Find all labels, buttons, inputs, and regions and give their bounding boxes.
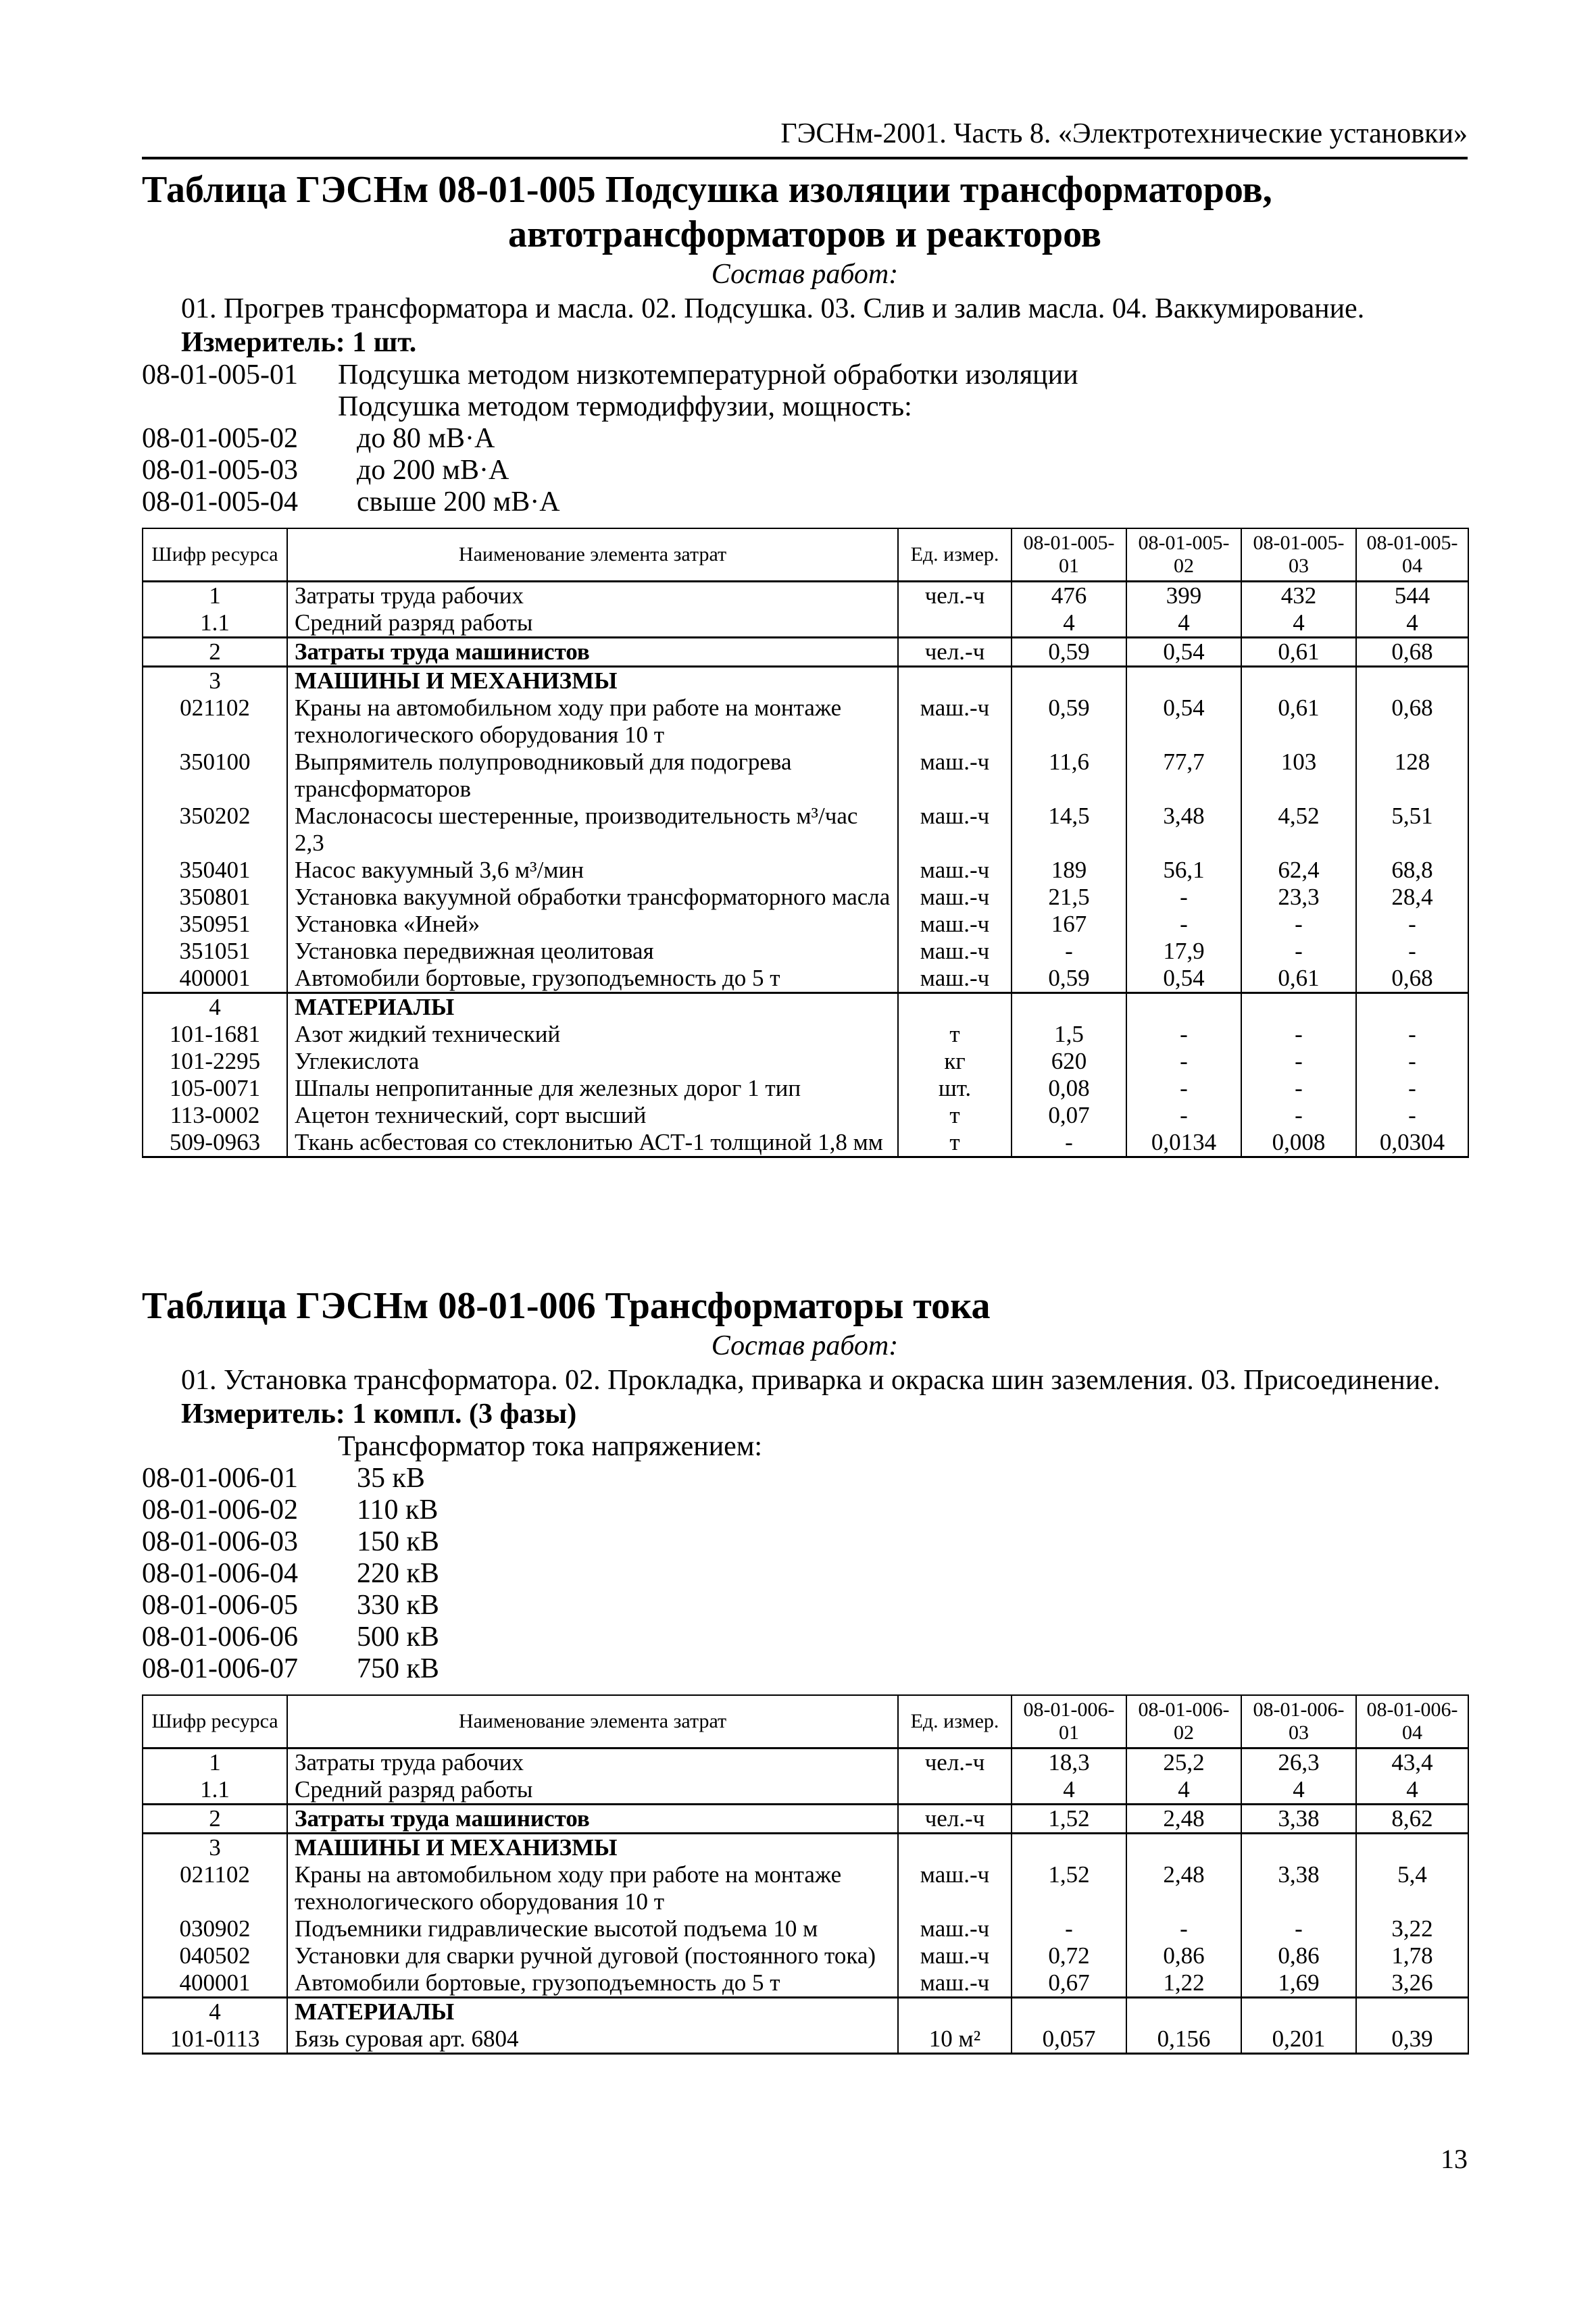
table-row [143,1021,1468,1048]
cell-value-3 [1241,993,1356,1022]
cell-name: МАТЕРИАЛЫ [287,1998,898,2026]
cell-name: Шпалы непропитанные для железных дорог 1 тип [287,1075,898,1102]
cell-name: Насос вакуумный 3,6 м³/мин [287,857,898,884]
norm-name: 35 кВ [357,1463,425,1494]
cell-value-1: 18,3 [1012,1749,1126,1777]
norm-item [142,1590,1468,1621]
table-row [143,1129,1468,1157]
col-header-unit: Ед. измер. [898,528,1012,582]
cell-value-1: 4 [1012,1776,1126,1805]
cell-value-2: 399 [1126,582,1241,610]
cell-value-2: 4 [1126,609,1241,638]
cell-code: 101-0113 [143,2026,287,2054]
cell-name: Средний разряд работы [287,1776,898,1805]
col-header-norm-2: 08-01-005-02 [1126,528,1241,582]
cell-unit: маш.-ч [898,695,1012,749]
norm-code: 08-01-006-03 [142,1526,298,1557]
cell-unit [898,993,1012,1022]
cell-value-2 [1126,1998,1241,2026]
cell-unit: кг [898,1048,1012,1075]
cell-value-1: 189 [1012,857,1126,884]
cell-value-4: - [1356,1048,1468,1075]
col-header-norm-1: 08-01-006-01 [1012,1695,1126,1749]
table-title: Таблица ГЭСНм 08-01-006 Трансформаторы тока [142,1285,991,1327]
cell-code: 400001 [143,1969,287,1998]
cell-value-3: - [1241,911,1356,938]
meter: Измеритель: 1 компл. (3 фазы) [181,1399,577,1430]
cell-code: 040502 [143,1942,287,1969]
cell-code: 350100 [143,749,287,803]
cell-value-2: 3,48 [1126,803,1241,857]
col-header-unit: Ед. измер. [898,1695,1012,1749]
cell-name: Подъемники гидравлические высотой подъема 10 м [287,1915,898,1942]
norm-item [142,423,1468,455]
cell-name: Автомобили бортовые, грузоподъемность до 5 т [287,1969,898,1998]
table-header-row [143,528,1468,582]
cell-unit: маш.-ч [898,911,1012,938]
cell-unit: маш.-ч [898,1861,1012,1915]
cell-code: 2 [143,638,287,667]
cell-value-1: 21,5 [1012,884,1126,911]
cell-code: 350401 [143,857,287,884]
cell-value-1: 1,5 [1012,1021,1126,1048]
cell-value-1: 0,72 [1012,1942,1126,1969]
norm-code: 08-01-006-01 [142,1463,298,1494]
cell-value-1 [1012,667,1126,695]
norm-name: Подсушка методом термодиффузии, мощность: [338,391,912,422]
cell-name: Установка вакуумной обработки трансформаторного масла [287,884,898,911]
cell-value-3: 0,86 [1241,1942,1356,1969]
norm-item [142,1494,1468,1526]
table-row [143,1915,1468,1942]
cell-value-2: 2,48 [1126,1805,1241,1834]
cell-value-4: 3,22 [1356,1915,1468,1942]
cell-code: 105-0071 [143,1075,287,1102]
cell-value-3 [1241,667,1356,695]
cell-value-1 [1012,1998,1126,2026]
cell-unit [898,1834,1012,1862]
cell-value-4 [1356,1998,1468,2026]
cell-value-1: 0,67 [1012,1969,1126,1998]
cell-value-4: - [1356,1102,1468,1129]
cell-name: Ткань асбестовая со стеклонитью АСТ-1 толщиной 1,8 мм [287,1129,898,1157]
cell-value-3: 0,201 [1241,2026,1356,2054]
cell-code: 3 [143,667,287,695]
table-row [143,609,1468,638]
cell-unit: т [898,1021,1012,1048]
resource-table [142,528,1469,1158]
table-row [143,1075,1468,1102]
cell-unit: маш.-ч [898,857,1012,884]
norm-item [142,1463,1468,1494]
cell-value-4 [1356,1834,1468,1862]
table-08-01-006-section [142,1284,1468,2055]
cell-code: 350801 [143,884,287,911]
cell-name: Затраты труда рабочих [287,582,898,610]
cell-value-1: 0,59 [1012,695,1126,749]
cell-code: 400001 [143,965,287,993]
cell-value-3: 4 [1241,1776,1356,1805]
cell-code: 1 [143,1749,287,1777]
cell-code: 021102 [143,1861,287,1915]
cell-value-1: 4 [1012,609,1126,638]
cell-code: 2 [143,1805,287,1834]
table-row [143,857,1468,884]
cell-value-1: - [1012,1915,1126,1942]
cell-value-4: 128 [1356,749,1468,803]
cell-value-3: - [1241,1048,1356,1075]
table-08-01-005-section [142,168,1468,1158]
cell-value-2: 17,9 [1126,938,1241,965]
norm-code: 08-01-005-02 [142,423,298,454]
table-row [143,638,1468,667]
cell-unit: маш.-ч [898,884,1012,911]
cell-value-3: 3,38 [1241,1861,1356,1915]
cell-name: Ацетон технический, сорт высший [287,1102,898,1129]
cell-unit: маш.-ч [898,938,1012,965]
norm-code: 08-01-006-05 [142,1590,298,1621]
cell-value-2: - [1126,1075,1241,1102]
col-header-norm-4: 08-01-006-04 [1356,1695,1468,1749]
cell-value-2: - [1126,1048,1241,1075]
cell-value-1: 0,057 [1012,2026,1126,2054]
cell-unit [898,609,1012,638]
cell-value-1: 1,52 [1012,1805,1126,1834]
cell-unit: маш.-ч [898,1915,1012,1942]
norm-item [142,1621,1468,1653]
cell-code: 351051 [143,938,287,965]
cell-value-4: 544 [1356,582,1468,610]
col-header-norm-3: 08-01-006-03 [1241,1695,1356,1749]
norms-list [142,1463,1468,1685]
cell-value-4: 43,4 [1356,1749,1468,1777]
cell-value-2: - [1126,1021,1241,1048]
col-header-norm-4: 08-01-005-04 [1356,528,1468,582]
cell-value-1: 11,6 [1012,749,1126,803]
table-row [143,1048,1468,1075]
table-row [143,911,1468,938]
cell-code: 101-1681 [143,1021,287,1048]
norm-code: 08-01-005-01 [142,359,298,391]
cell-unit: маш.-ч [898,803,1012,857]
cell-name: Установки для сварки ручной дуговой (постоянного тока) [287,1942,898,1969]
cell-code: 1.1 [143,609,287,638]
cell-code: 4 [143,993,287,1022]
table-row [143,1942,1468,1969]
norm-name: 220 кВ [357,1558,439,1589]
cell-value-4: 1,78 [1356,1942,1468,1969]
cell-value-3: 26,3 [1241,1749,1356,1777]
cell-value-1: 0,08 [1012,1075,1126,1102]
cell-value-1: - [1012,938,1126,965]
cell-value-4: 68,8 [1356,857,1468,884]
cell-name: Установка передвижная цеолитовая [287,938,898,965]
cell-value-1 [1012,993,1126,1022]
cell-value-1: - [1012,1129,1126,1157]
cell-value-2: - [1126,1102,1241,1129]
cell-value-2: 4 [1126,1776,1241,1805]
cell-unit: маш.-ч [898,1969,1012,1998]
cell-unit: 10 м² [898,2026,1012,2054]
cell-value-4: 0,68 [1356,638,1468,667]
cell-unit: маш.-ч [898,749,1012,803]
cell-value-2: 0,54 [1126,695,1241,749]
norm-code [142,391,338,423]
cell-value-4: - [1356,1075,1468,1102]
table-row [143,2026,1468,2054]
cell-value-4: 8,62 [1356,1805,1468,1834]
table-row [143,1969,1468,1998]
resource-table [142,1694,1469,2055]
col-header-norm-3: 08-01-005-03 [1241,528,1356,582]
cell-value-3: 0,61 [1241,965,1356,993]
table-title-line-1: Таблица ГЭСНм 08-01-005 Подсушка изоляции трансформаторов, [142,169,1272,211]
col-header-norm-1: 08-01-005-01 [1012,528,1126,582]
cell-unit [898,1776,1012,1805]
cell-unit: маш.-ч [898,965,1012,993]
cell-name: Затраты труда рабочих [287,1749,898,1777]
norms-list [142,359,1468,518]
norm-code: 08-01-006-02 [142,1494,298,1526]
cell-value-2: 2,48 [1126,1861,1241,1915]
norm-item [142,391,1468,423]
cell-value-4: 0,39 [1356,2026,1468,2054]
table-row [143,667,1468,695]
cell-value-1: 1,52 [1012,1861,1126,1915]
norm-name: 330 кВ [357,1590,439,1621]
cell-unit [898,1998,1012,2026]
cell-value-1: 0,07 [1012,1102,1126,1129]
cell-value-4: - [1356,938,1468,965]
cell-unit: шт. [898,1075,1012,1102]
cell-value-4: 4 [1356,1776,1468,1805]
norm-name: до 80 мВ·А [357,423,495,454]
norm-code: 08-01-006-04 [142,1558,298,1589]
cell-value-2: - [1126,1915,1241,1942]
cell-value-3: 432 [1241,582,1356,610]
norm-name: Подсушка методом низкотемпературной обработки изоляции [338,359,1078,391]
norm-item [142,1526,1468,1558]
cell-value-1: 620 [1012,1048,1126,1075]
norm-name: до 200 мВ·А [357,455,509,486]
cell-unit: чел.-ч [898,1749,1012,1777]
norm-name: 500 кВ [357,1621,439,1653]
cell-code: 350951 [143,911,287,938]
cell-value-4: 5,51 [1356,803,1468,857]
cell-name: Средний разряд работы [287,609,898,638]
norm-code: 08-01-005-04 [142,486,298,518]
cell-value-2 [1126,993,1241,1022]
cell-value-3 [1241,1834,1356,1862]
cell-value-4 [1356,993,1468,1022]
cell-value-1 [1012,1834,1126,1862]
cell-name: Установка «Иней» [287,911,898,938]
cell-code: 021102 [143,695,287,749]
page-number: 13 [1441,2144,1468,2174]
cell-name: МАШИНЫ И МЕХАНИЗМЫ [287,667,898,695]
cell-value-1: 167 [1012,911,1126,938]
cell-code: 113-0002 [143,1102,287,1129]
col-header-name: Наименование элемента затрат [287,1695,898,1749]
cell-name: Краны на автомобильном ходу при работе на монтаже технологического оборудования 10 т [287,695,898,749]
cell-value-3: - [1241,1021,1356,1048]
cell-name: Автомобили бортовые, грузоподъемность до 5 т [287,965,898,993]
cell-value-3 [1241,1998,1356,2026]
cell-unit: т [898,1102,1012,1129]
composition-label: Состав работ: [711,259,899,290]
norm-item [142,1653,1468,1685]
table-row [143,1834,1468,1862]
cell-value-3: - [1241,1102,1356,1129]
norm-name: 750 кВ [357,1653,439,1684]
cell-value-2: 77,7 [1126,749,1241,803]
cell-code: 3 [143,1834,287,1862]
cell-value-3: - [1241,1075,1356,1102]
cell-name: Бязь суровая арт. 6804 [287,2026,898,2054]
cell-code: 030902 [143,1915,287,1942]
cell-value-2: 0,156 [1126,2026,1241,2054]
norm-name: 150 кВ [357,1526,439,1557]
cell-value-4: 5,4 [1356,1861,1468,1915]
cell-value-3: 0,61 [1241,638,1356,667]
table-row [143,884,1468,911]
cell-value-4: 28,4 [1356,884,1468,911]
cell-value-4: 3,26 [1356,1969,1468,1998]
cell-value-2: 25,2 [1126,1749,1241,1777]
cell-name: МАШИНЫ И МЕХАНИЗМЫ [287,1834,898,1862]
cell-value-3: 4 [1241,609,1356,638]
cell-code: 509-0963 [143,1129,287,1157]
cell-code: 1 [143,582,287,610]
cell-value-4: 0,68 [1356,695,1468,749]
cell-code: 350202 [143,803,287,857]
table-row [143,938,1468,965]
cell-name: Углекислота [287,1048,898,1075]
col-header-code: Шифр ресурса [143,528,287,582]
cell-name: Азот жидкий технический [287,1021,898,1048]
running-header: ГЭСНм-2001. Часть 8. «Электротехнические установки» [142,116,1468,159]
norms-intro: Трансформатор тока напряжением: [338,1431,763,1462]
cell-unit: маш.-ч [898,1942,1012,1969]
table-row [143,1102,1468,1129]
cell-value-2: 56,1 [1126,857,1241,884]
cell-value-4: - [1356,1021,1468,1048]
cell-code: 1.1 [143,1776,287,1805]
cell-unit: чел.-ч [898,1805,1012,1834]
cell-code: 101-2295 [143,1048,287,1075]
norm-code: 08-01-005-03 [142,455,298,486]
norm-name: свыше 200 мВ·А [357,486,560,518]
cell-value-3: 1,69 [1241,1969,1356,1998]
cell-value-2: 1,22 [1126,1969,1241,1998]
table-row [143,749,1468,803]
cell-value-2: - [1126,911,1241,938]
cell-value-2: - [1126,884,1241,911]
norm-code: 08-01-006-07 [142,1653,298,1684]
cell-value-4: 0,0304 [1356,1129,1468,1157]
cell-name: Маслонасосы шестеренные, производительность м³/час 2,3 [287,803,898,857]
cell-value-2 [1126,667,1241,695]
table-row [143,1998,1468,2026]
cell-value-3: 4,52 [1241,803,1356,857]
cell-value-2: 0,54 [1126,965,1241,993]
norm-item [142,486,1468,518]
cell-value-3: 0,61 [1241,695,1356,749]
cell-value-3: 23,3 [1241,884,1356,911]
cell-value-1: 0,59 [1012,638,1126,667]
norm-code: 08-01-006-06 [142,1621,298,1653]
table-row [143,965,1468,993]
cell-value-1: 14,5 [1012,803,1126,857]
table-row [143,993,1468,1022]
cell-value-3: 62,4 [1241,857,1356,884]
works-composition: 01. Прогрев трансформатора и масла. 02. Подсушка. 03. Слив и залив масла. 04. Ваккумирование. [181,293,1365,324]
cell-unit: т [898,1129,1012,1157]
col-header-code: Шифр ресурса [143,1695,287,1749]
cell-value-2: 0,86 [1126,1942,1241,1969]
cell-name: Выпрямитель полупроводниковый для подогрева трансформаторов [287,749,898,803]
cell-value-2 [1126,1834,1241,1862]
cell-value-3: - [1241,938,1356,965]
cell-name: МАТЕРИАЛЫ [287,993,898,1022]
table-row [143,582,1468,610]
cell-value-4: - [1356,911,1468,938]
cell-code: 4 [143,1998,287,2026]
norm-item [142,359,1468,391]
col-header-norm-2: 08-01-006-02 [1126,1695,1241,1749]
table-title [142,168,1468,257]
cell-value-2: 0,54 [1126,638,1241,667]
table-row [143,1749,1468,1777]
table-row [143,1776,1468,1805]
cell-name: Краны на автомобильном ходу при работе на монтаже технологического оборудования 10 т [287,1861,898,1915]
cell-name: Затраты труда машинистов [287,638,898,667]
cell-value-3: 3,38 [1241,1805,1356,1834]
table-title-line-2: автотрансформаторов и реакторов [507,213,1101,255]
norm-name: 110 кВ [357,1494,439,1526]
col-header-name: Наименование элемента затрат [287,528,898,582]
cell-value-4: 0,68 [1356,965,1468,993]
norm-item [142,1558,1468,1590]
meter: Измеритель: 1 шт. [181,327,417,358]
table-row [143,1805,1468,1834]
cell-value-4 [1356,667,1468,695]
cell-unit [898,667,1012,695]
cell-value-2: 0,0134 [1126,1129,1241,1157]
cell-value-4: 4 [1356,609,1468,638]
cell-value-3: 103 [1241,749,1356,803]
cell-name: Затраты труда машинистов [287,1805,898,1834]
table-row [143,1861,1468,1915]
cell-unit: чел.-ч [898,638,1012,667]
table-row [143,695,1468,749]
table-header-row [143,1695,1468,1749]
cell-value-3: 0,008 [1241,1129,1356,1157]
norm-item [142,455,1468,486]
table-row [143,803,1468,857]
cell-value-3: - [1241,1915,1356,1942]
cell-value-1: 0,59 [1012,965,1126,993]
cell-unit: чел.-ч [898,582,1012,610]
composition-label: Состав работ: [711,1330,899,1361]
cell-value-1: 476 [1012,582,1126,610]
works-composition: 01. Установка трансформатора. 02. Прокладка, приварка и окраска шин заземления. 03. Присоединение. [181,1365,1441,1396]
